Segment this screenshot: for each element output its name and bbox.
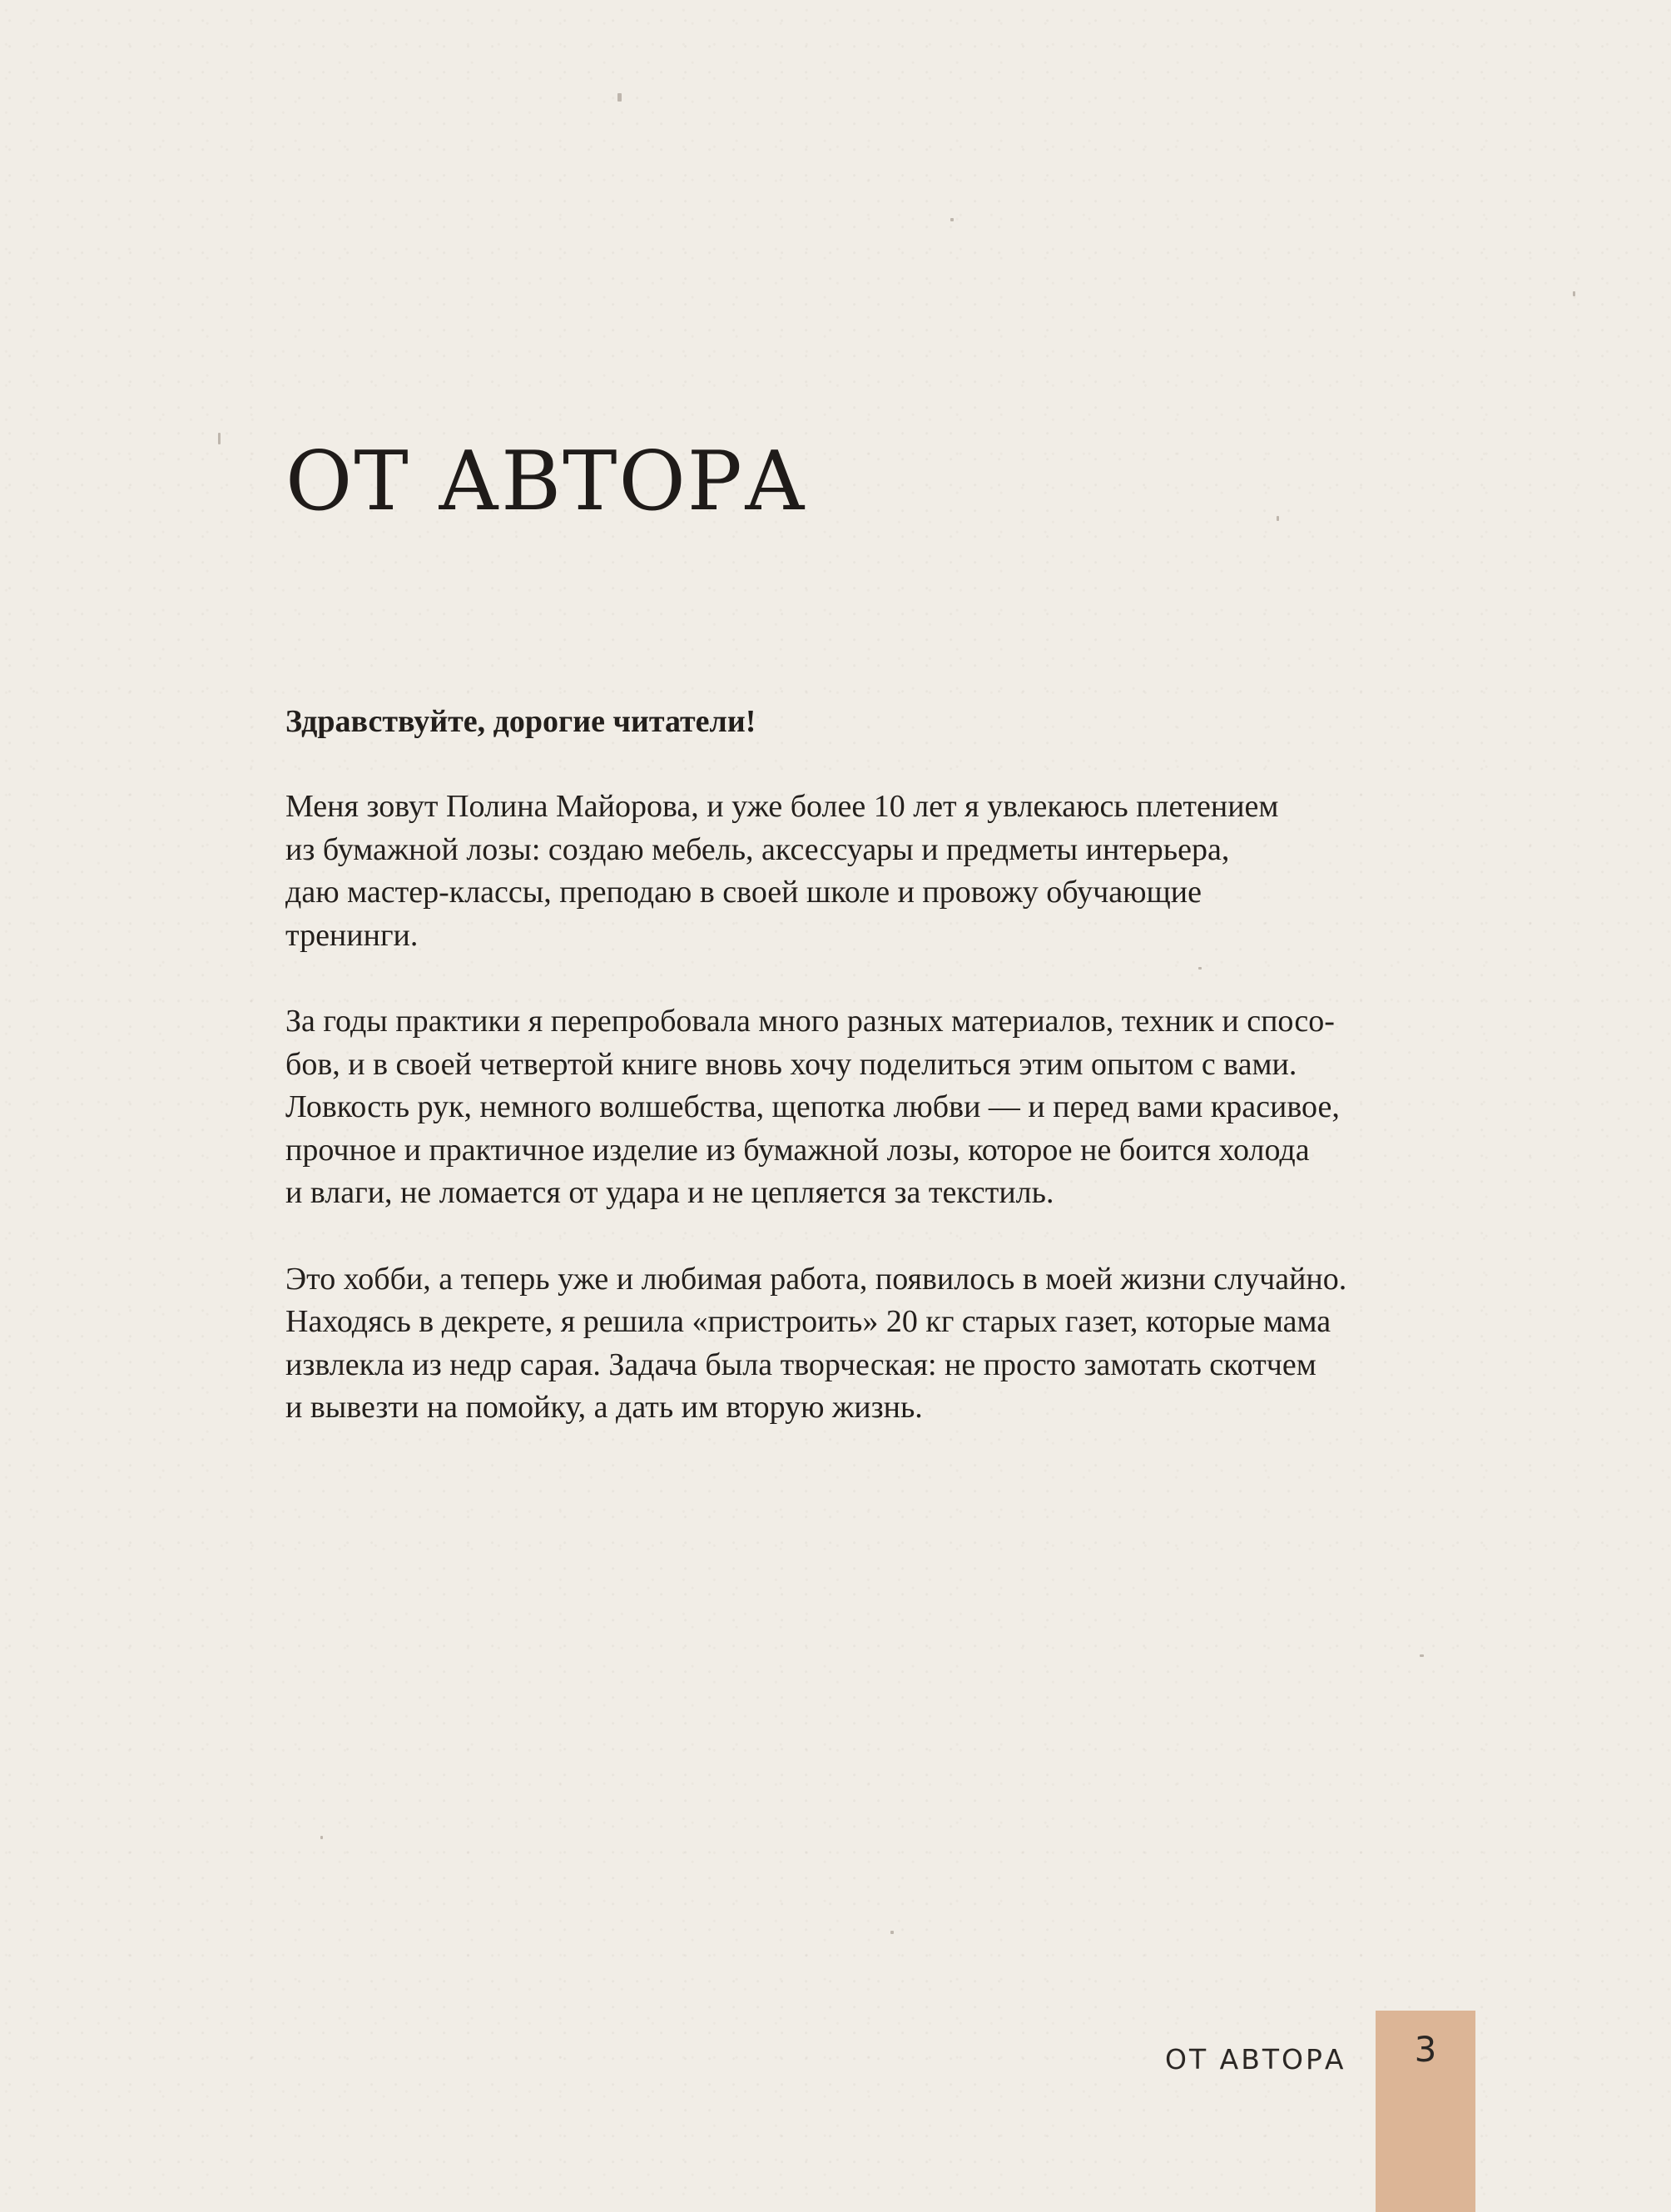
page-number: 3: [1414, 2029, 1437, 2070]
text-line: бов, и в своей четвертой книге вновь хочу поделиться этим опытом с вами.: [285, 1046, 1297, 1082]
paper-fleck: [1573, 291, 1575, 296]
text-line: За годы практики я перепробовала много разных материалов, техник и спосо-: [285, 1004, 1335, 1039]
text-line: Это хобби, а теперь уже и любимая работа, появилось в моей жизни случайно.: [285, 1261, 1347, 1297]
page-number-tab: [1376, 2011, 1475, 2212]
body-text: [285, 701, 1367, 1473]
running-title: ОТ АВТОРА: [1165, 2043, 1346, 2076]
paper-fleck: [320, 1836, 323, 1839]
text-line: тренинги.: [285, 917, 419, 953]
page-title: ОТ АВТОРА: [285, 434, 807, 529]
text-line: Меня зовут Полина Майорова, и уже более 10 лет я увлекаюсь плетением: [285, 789, 1279, 824]
paper-fleck: [218, 433, 221, 444]
greeting: Здравствуйте, дорогие читатели!: [285, 704, 756, 739]
text-line: Находясь в декрете, я решила «пристроить» 20 кг старых газет, которые мама: [285, 1304, 1331, 1339]
paragraph: [285, 1258, 1367, 1430]
text-line: даю мастер-классы, преподаю в своей школе и провожу обучающие: [285, 875, 1202, 910]
paper-fleck: [1277, 516, 1279, 521]
text-line: прочное и практичное изделие из бумажной лозы, которое не боится холода: [285, 1132, 1310, 1168]
paper-fleck: [950, 218, 954, 221]
paper-fleck: [1420, 1654, 1424, 1657]
paragraph: [285, 786, 1367, 957]
text-line: из бумажной лозы: создаю мебель, аксессуары и предметы интерьера,: [285, 831, 1230, 867]
paper-fleck: [617, 93, 622, 102]
text-line: и вывезти на помойку, а дать им вторую жизнь.: [285, 1390, 923, 1425]
text-line: извлекла из недр сарая. Задача была творческая: не просто замотать скотчем: [285, 1347, 1316, 1382]
paper-fleck: [890, 1931, 894, 1934]
text-line: Ловкость рук, немного волшебства, щепотка любви — и перед вами красивое,: [285, 1089, 1340, 1124]
text-line: и влаги, не ломается от удара и не цепляется за текстиль.: [285, 1175, 1054, 1210]
paragraph: [285, 1000, 1367, 1215]
